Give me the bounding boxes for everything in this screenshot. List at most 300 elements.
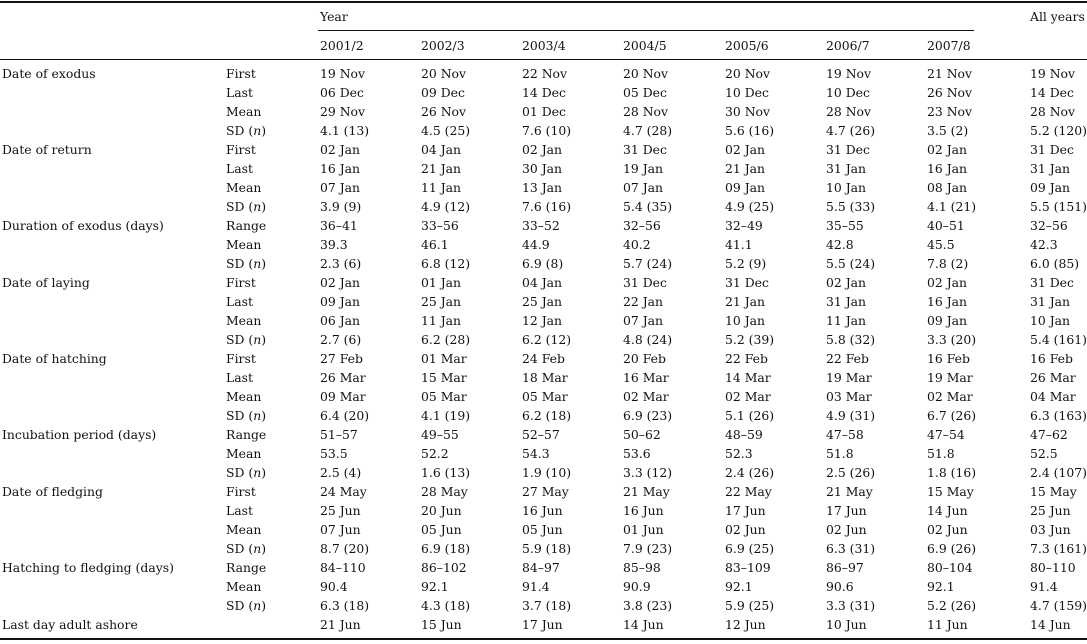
year-cell: 5.2 (26) (927, 598, 977, 613)
year-cell: 20 Nov (421, 66, 467, 81)
year-cell: 86–102 (421, 560, 467, 575)
year-cell: 21 Jan (421, 161, 462, 176)
year-header-2002: 2002/3 (421, 38, 465, 53)
year-cell: 4.8 (24) (623, 332, 673, 347)
year-cell: 26 Nov (927, 85, 973, 100)
year-cell: 09 Jan (927, 313, 968, 328)
year-cell: 06 Dec (320, 85, 364, 100)
year-cell: 21 Nov (927, 66, 973, 81)
year-cell: 02 Mar (725, 389, 771, 404)
year-cell: 3.5 (2) (927, 123, 969, 138)
row-stat-label: Last (226, 370, 253, 385)
year-cell: 52.2 (421, 446, 449, 461)
year-cell: 17 Jun (725, 503, 766, 518)
year-cell: 30 Jan (522, 161, 563, 176)
year-cell: 40.2 (623, 237, 651, 252)
year-cell: 12 Jun (725, 617, 766, 632)
row-group-label: Date of return (2, 142, 92, 157)
all-years-cell: 2.4 (107) (1030, 465, 1087, 480)
row-stat-label: Last (226, 85, 253, 100)
year-cell: 5.7 (24) (623, 256, 673, 271)
row-stat-label: Mean (226, 313, 262, 328)
year-cell: 90.4 (320, 579, 348, 594)
year-cell: 4.3 (18) (421, 598, 471, 613)
year-cell: 92.1 (421, 579, 449, 594)
year-cell: 20 Nov (623, 66, 669, 81)
year-cell: 10 Jan (826, 180, 867, 195)
row-stat-label: SD (n) (226, 123, 267, 138)
row-stat-label: Last (226, 294, 253, 309)
year-cell: 48–59 (725, 427, 763, 442)
all-years-cell: 52.5 (1030, 446, 1058, 461)
year-cell: 5.4 (35) (623, 199, 673, 214)
table-row (0, 426, 1087, 443)
year-cell: 05 Jun (522, 522, 563, 537)
year-cell: 19 Nov (826, 66, 872, 81)
year-cell: 41.1 (725, 237, 753, 252)
table-row (0, 198, 1087, 215)
year-cell: 49–55 (421, 427, 459, 442)
year-cell: 90.6 (826, 579, 854, 594)
year-cell: 02 Jan (725, 142, 766, 157)
all-years-cell: 03 Jun (1030, 522, 1071, 537)
year-cell: 5.1 (26) (725, 408, 775, 423)
year-cell: 25 Jun (320, 503, 361, 518)
year-cell: 3.9 (9) (320, 199, 362, 214)
year-cell: 12 Jan (522, 313, 563, 328)
all-years-cell: 6.3 (163) (1030, 408, 1087, 423)
year-cell: 08 Jan (927, 180, 968, 195)
year-cell: 7.6 (16) (522, 199, 572, 214)
row-stat-label: Mean (226, 522, 262, 537)
year-cell: 01 Jun (623, 522, 664, 537)
table-row (0, 179, 1087, 196)
year-cell: 09 Jan (725, 180, 766, 195)
year-cell: 02 Jan (927, 142, 968, 157)
year-cell: 16 Jun (522, 503, 563, 518)
top-rule (0, 1, 1087, 3)
all-years-cell: 6.0 (85) (1030, 256, 1080, 271)
year-cell: 84–110 (320, 560, 366, 575)
year-cell: 4.9 (25) (725, 199, 775, 214)
row-stat-label: Last (226, 503, 253, 518)
year-cell: 80–104 (927, 560, 973, 575)
year-cell: 29 Nov (320, 104, 366, 119)
year-cell: 3.3 (12) (623, 465, 673, 480)
year-cell: 7.6 (10) (522, 123, 572, 138)
table-row (0, 255, 1087, 272)
year-cell: 31 Dec (623, 275, 667, 290)
year-cell: 92.1 (927, 579, 955, 594)
table-row (0, 445, 1087, 462)
year-cell: 84–97 (522, 560, 560, 575)
table-row (0, 217, 1087, 234)
row-group-label: Date of laying (2, 275, 90, 290)
year-cell: 1.8 (16) (927, 465, 977, 480)
table-row (0, 103, 1087, 120)
all-years-cell: 26 Mar (1030, 370, 1076, 385)
year-cell: 31 Dec (623, 142, 667, 157)
year-cell: 09 Mar (320, 389, 366, 404)
table-row (0, 540, 1087, 557)
year-cell: 14 Jun (927, 503, 968, 518)
year-cell: 17 Jun (522, 617, 563, 632)
year-cell: 02 Jan (320, 142, 361, 157)
year-cell: 2.3 (6) (320, 256, 362, 271)
year-cell: 36–41 (320, 218, 358, 233)
year-cell: 02 Jun (826, 522, 867, 537)
table-row (0, 388, 1087, 405)
year-cell: 09 Dec (421, 85, 465, 100)
row-stat-label: First (226, 66, 256, 81)
header-rule (0, 59, 1087, 60)
year-cell: 4.9 (12) (421, 199, 471, 214)
table-row (0, 236, 1087, 253)
year-cell: 14 Dec (522, 85, 566, 100)
year-cell: 5.9 (18) (522, 541, 572, 556)
year-cell: 02 Mar (623, 389, 669, 404)
all-years-cell: 09 Jan (1030, 180, 1071, 195)
year-cell: 26 Mar (320, 370, 366, 385)
row-stat-label: Range (226, 218, 267, 233)
year-cell: 01 Dec (522, 104, 566, 119)
year-cell: 40–51 (927, 218, 965, 233)
year-cell: 25 Jan (421, 294, 462, 309)
year-cell: 04 Jan (421, 142, 462, 157)
year-cell: 86–97 (826, 560, 864, 575)
row-group-label: Incubation period (days) (2, 427, 157, 442)
year-cell: 7.9 (23) (623, 541, 673, 556)
year-cell: 6.8 (12) (421, 256, 471, 271)
row-stat-label: Mean (226, 389, 262, 404)
table-row (0, 521, 1087, 538)
year-cell: 31 Dec (826, 142, 870, 157)
row-stat-label: Mean (226, 237, 262, 252)
year-cell: 23 Nov (927, 104, 973, 119)
year-cell: 16 Jan (927, 161, 968, 176)
all-years-cell: 14 Dec (1030, 85, 1074, 100)
year-cell: 22 Nov (522, 66, 568, 81)
year-cell: 21 May (623, 484, 670, 499)
year-cell: 52–57 (522, 427, 560, 442)
year-cell: 4.1 (21) (927, 199, 977, 214)
row-stat-label: Mean (226, 104, 262, 119)
year-cell: 16 Jan (320, 161, 361, 176)
year-cell: 22 Feb (826, 351, 869, 366)
row-stat-label: First (226, 351, 256, 366)
year-cell: 7.8 (2) (927, 256, 969, 271)
year-cell: 5.2 (9) (725, 256, 767, 271)
year-cell: 24 Feb (522, 351, 565, 366)
year-cell: 54.3 (522, 446, 550, 461)
table-row (0, 616, 1087, 633)
year-cell: 07 Jan (623, 313, 664, 328)
year-cell: 4.7 (28) (623, 123, 673, 138)
year-cell: 28 May (421, 484, 468, 499)
all-years-cell: 15 May (1030, 484, 1077, 499)
year-cell: 02 Jun (725, 522, 766, 537)
all-years-cell: 5.4 (161) (1030, 332, 1087, 347)
year-header-2004: 2004/5 (623, 38, 667, 53)
year-cell: 33–56 (421, 218, 459, 233)
table-row (0, 331, 1087, 348)
year-cell: 11 Jan (421, 313, 462, 328)
all-years-cell: 16 Feb (1030, 351, 1073, 366)
year-cell: 17 Jun (826, 503, 867, 518)
year-cell: 2.5 (26) (826, 465, 876, 480)
year-cell: 02 Mar (927, 389, 973, 404)
all-years-cell: 25 Jun (1030, 503, 1071, 518)
year-cell: 6.3 (31) (826, 541, 876, 556)
year-cell: 83–109 (725, 560, 771, 575)
year-cell: 31 Dec (725, 275, 769, 290)
year-header-2005: 2005/6 (725, 38, 769, 53)
year-cell: 50–62 (623, 427, 661, 442)
table-row (0, 369, 1087, 386)
year-cell: 05 Mar (522, 389, 568, 404)
year-cell: 5.8 (32) (826, 332, 876, 347)
year-cell: 3.3 (20) (927, 332, 977, 347)
year-cell: 2.5 (4) (320, 465, 362, 480)
year-cell: 07 Jan (320, 180, 361, 195)
year-cell: 13 Jan (522, 180, 563, 195)
all-years-cell: 5.5 (151) (1030, 199, 1087, 214)
year-cell: 85–98 (623, 560, 661, 575)
year-cell: 16 Jan (927, 294, 968, 309)
year-group-rule (318, 30, 974, 31)
all-years-cell: 47–62 (1030, 427, 1068, 442)
year-cell: 21 Jan (725, 161, 766, 176)
year-cell: 20 Jun (421, 503, 462, 518)
year-cell: 28 Nov (623, 104, 669, 119)
year-cell: 11 Jan (421, 180, 462, 195)
row-group-label: Duration of exodus (days) (2, 218, 164, 233)
year-cell: 5.5 (24) (826, 256, 876, 271)
year-cell: 04 Jan (522, 275, 563, 290)
year-cell: 51.8 (927, 446, 955, 461)
year-cell: 6.4 (20) (320, 408, 370, 423)
year-cell: 32–49 (725, 218, 763, 233)
year-cell: 6.2 (28) (421, 332, 471, 347)
row-stat-label: SD (n) (226, 332, 267, 347)
year-cell: 51.8 (826, 446, 854, 461)
table-row (0, 597, 1087, 614)
table-row (0, 464, 1087, 481)
year-cell: 6.9 (26) (927, 541, 977, 556)
year-cell: 2.7 (6) (320, 332, 362, 347)
year-cell: 6.9 (8) (522, 256, 564, 271)
year-cell: 21 Jun (320, 617, 361, 632)
year-cell: 27 May (522, 484, 569, 499)
year-cell: 6.3 (18) (320, 598, 370, 613)
year-cell: 42.8 (826, 237, 854, 252)
year-cell: 53.5 (320, 446, 348, 461)
year-cell: 3.8 (23) (623, 598, 673, 613)
year-cell: 5.6 (16) (725, 123, 775, 138)
year-cell: 16 Mar (623, 370, 669, 385)
row-stat-label: First (226, 142, 256, 157)
year-cell: 51–57 (320, 427, 358, 442)
year-header-2007: 2007/8 (927, 38, 971, 53)
year-cell: 31 Jan (826, 161, 867, 176)
all-years-cell: 14 Jun (1030, 617, 1071, 632)
row-stat-label: Range (226, 560, 267, 575)
year-cell: 10 Dec (725, 85, 769, 100)
table-row (0, 293, 1087, 310)
table-row (0, 578, 1087, 595)
year-cell: 33–52 (522, 218, 560, 233)
year-cell: 15 Jun (421, 617, 462, 632)
row-stat-label: Last (226, 161, 253, 176)
year-cell: 5.5 (33) (826, 199, 876, 214)
year-cell: 5.9 (25) (725, 598, 775, 613)
year-cell: 22 Jan (623, 294, 664, 309)
year-cell: 6.9 (23) (623, 408, 673, 423)
row-stat-label: SD (n) (226, 199, 267, 214)
row-stat-label: SD (n) (226, 541, 267, 556)
row-group-label: Hatching to fledging (days) (2, 560, 174, 575)
year-cell: 20 Feb (623, 351, 666, 366)
table-row (0, 502, 1087, 519)
year-cell: 05 Mar (421, 389, 467, 404)
year-cell: 18 Mar (522, 370, 568, 385)
year-cell: 27 Feb (320, 351, 363, 366)
all-years-cell: 10 Jan (1030, 313, 1071, 328)
all-years-cell: 28 Nov (1030, 104, 1076, 119)
year-group-header: Year (320, 9, 348, 24)
table-row (0, 65, 1087, 82)
year-cell: 6.2 (12) (522, 332, 572, 347)
all-years-cell: 32–56 (1030, 218, 1068, 233)
year-cell: 45.5 (927, 237, 955, 252)
table-row (0, 350, 1087, 367)
year-cell: 07 Jan (623, 180, 664, 195)
row-stat-label: Mean (226, 579, 262, 594)
year-cell: 25 Jan (522, 294, 563, 309)
year-cell: 21 Jan (725, 294, 766, 309)
all-years-cell: 31 Jan (1030, 161, 1071, 176)
table-row (0, 274, 1087, 291)
year-cell: 11 Jan (826, 313, 867, 328)
row-group-label: Date of exodus (2, 66, 96, 81)
year-cell: 03 Mar (826, 389, 872, 404)
row-stat-label: SD (n) (226, 408, 267, 423)
year-cell: 26 Nov (421, 104, 467, 119)
year-cell: 16 Jun (623, 503, 664, 518)
year-cell: 19 Mar (927, 370, 973, 385)
year-cell: 01 Mar (421, 351, 467, 366)
year-cell: 22 May (725, 484, 772, 499)
year-cell: 53.6 (623, 446, 651, 461)
year-cell: 20 Nov (725, 66, 771, 81)
year-cell: 14 Jun (623, 617, 664, 632)
year-cell: 21 May (826, 484, 873, 499)
year-cell: 46.1 (421, 237, 449, 252)
row-stat-label: First (226, 484, 256, 499)
table-row (0, 141, 1087, 158)
year-cell: 5.2 (39) (725, 332, 775, 347)
all-years-cell: 5.2 (120) (1030, 123, 1087, 138)
year-cell: 02 Jan (927, 275, 968, 290)
table-row (0, 160, 1087, 177)
year-cell: 02 Jun (927, 522, 968, 537)
year-cell: 05 Jun (421, 522, 462, 537)
year-cell: 35–55 (826, 218, 864, 233)
year-cell: 6.7 (26) (927, 408, 977, 423)
year-cell: 19 Nov (320, 66, 366, 81)
year-cell: 10 Jan (725, 313, 766, 328)
year-cell: 90.9 (623, 579, 651, 594)
year-cell: 16 Feb (927, 351, 970, 366)
year-cell: 32–56 (623, 218, 661, 233)
year-cell: 4.1 (19) (421, 408, 471, 423)
all-years-cell: 42.3 (1030, 237, 1058, 252)
year-cell: 52.3 (725, 446, 753, 461)
all-years-cell: 04 Mar (1030, 389, 1076, 404)
year-header-2006: 2006/7 (826, 38, 870, 53)
all-years-cell: 31 Dec (1030, 275, 1074, 290)
all-years-header: All years (1030, 9, 1085, 24)
year-cell: 44.9 (522, 237, 550, 252)
all-years-cell: 31 Jan (1030, 294, 1071, 309)
year-cell: 01 Jan (421, 275, 462, 290)
year-cell: 1.9 (10) (522, 465, 572, 480)
row-stat-label: SD (n) (226, 598, 267, 613)
year-cell: 4.7 (26) (826, 123, 876, 138)
year-cell: 02 Jan (320, 275, 361, 290)
year-cell: 3.7 (18) (522, 598, 572, 613)
year-cell: 02 Jan (522, 142, 563, 157)
year-cell: 91.4 (522, 579, 550, 594)
year-cell: 05 Dec (623, 85, 667, 100)
year-cell: 10 Jun (826, 617, 867, 632)
year-cell: 8.7 (20) (320, 541, 370, 556)
year-cell: 4.1 (13) (320, 123, 370, 138)
year-cell: 07 Jun (320, 522, 361, 537)
all-years-cell: 7.3 (161) (1030, 541, 1087, 556)
table-row (0, 122, 1087, 139)
table-row (0, 559, 1087, 576)
row-stat-label: Mean (226, 180, 262, 195)
year-header-2003: 2003/4 (522, 38, 566, 53)
year-cell: 47–58 (826, 427, 864, 442)
year-cell: 22 Feb (725, 351, 768, 366)
year-cell: 28 Nov (826, 104, 872, 119)
year-cell: 2.4 (26) (725, 465, 775, 480)
year-cell: 47–54 (927, 427, 965, 442)
year-cell: 11 Jun (927, 617, 968, 632)
row-stat-label: Mean (226, 446, 262, 461)
row-stat-label: Range (226, 427, 267, 442)
row-stat-label: First (226, 275, 256, 290)
year-cell: 39.3 (320, 237, 348, 252)
all-years-cell: 91.4 (1030, 579, 1058, 594)
all-years-cell: 4.7 (159) (1030, 598, 1087, 613)
row-stat-label: SD (n) (226, 465, 267, 480)
year-cell: 19 Jan (623, 161, 664, 176)
year-header-2001: 2001/2 (320, 38, 364, 53)
year-cell: 3.3 (31) (826, 598, 876, 613)
year-cell: 4.9 (31) (826, 408, 876, 423)
year-cell: 31 Jan (826, 294, 867, 309)
row-stat-label: SD (n) (226, 256, 267, 271)
table-row (0, 84, 1087, 101)
table-row (0, 407, 1087, 424)
all-years-cell: 80–110 (1030, 560, 1076, 575)
row-group-label: Last day adult ashore (2, 617, 138, 632)
year-cell: 15 May (927, 484, 974, 499)
year-cell: 06 Jan (320, 313, 361, 328)
